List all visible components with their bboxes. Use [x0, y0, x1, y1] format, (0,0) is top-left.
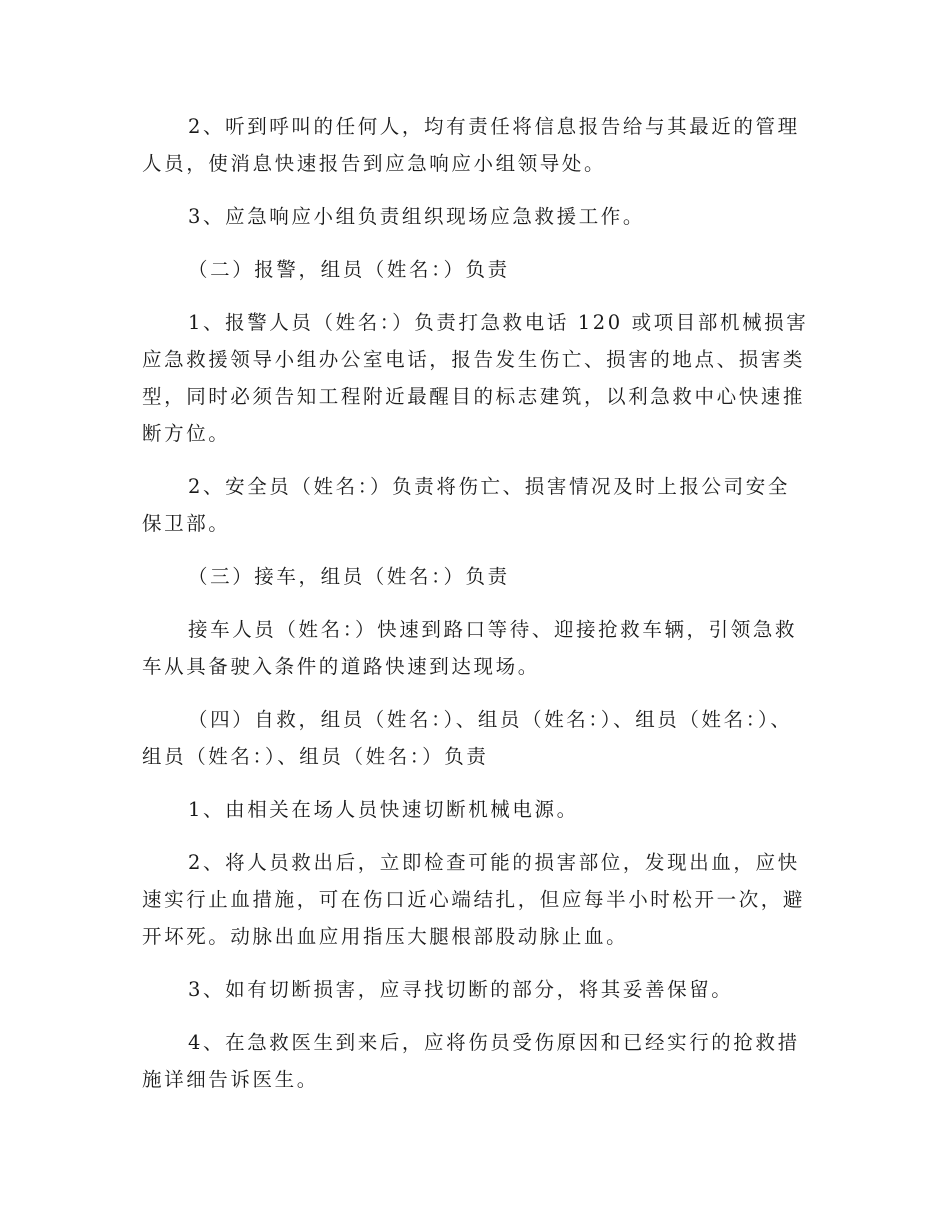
paragraph-rescue-organize: 3、应急响应小组负责组织现场应急救援工作。: [188, 205, 646, 228]
paragraph-safety-officer: 2、安全员（姓名：）负责将伤亡、损害情况及时上报公司安全保卫部。: [142, 475, 790, 535]
paragraph-cut-power: 1、由相关在场人员快速切断机械电源。: [188, 798, 579, 821]
paragraph-pickup-staff: 接车人员（姓名：）快速到路口等待、迎接抢救车辆，引领急救车从具备驶入条件的道路快速到达现场。: [142, 618, 798, 678]
section-heading-alarm: （二）报警，组员（姓名：）负责: [188, 258, 510, 281]
document-body: [142, 108, 810, 1114]
paragraph-severed-part: 3、如有切断损害，应寻找切断的部分，将其妥善保留。: [188, 978, 734, 1001]
paragraph-alarm-staff: 1、报警人员（姓名：）负责打急救电话 120 或项目部机械损害应急救援领导小组办公室电话，报告发生伤亡、损害的地点、损害类型，同时必须告知工程附近最醒目的标志建筑，以利急救中心快速推断方位。: [142, 311, 809, 445]
paragraph-inform-doctor: 4、在急救医生到来后，应将伤员受伤原因和已经实行的抢救措施详细告诉医生。: [142, 1031, 800, 1091]
paragraph-report-call: 2、听到呼叫的任何人，均有责任将信息报告给与其最近的管理人员，使消息快速报告到应急响应小组领导处。: [142, 115, 800, 175]
section-heading-pickup: （三）接车，组员（姓名：）负责: [188, 565, 510, 588]
paragraph-stop-bleeding: 2、将人员救出后，立即检查可能的损害部位，发现出血，应快速实行止血措施，可在伤口近心端结扎，但应每半小时松开一次，避开坏死。动脉出血应用指压大腿根部股动脉止血。: [142, 851, 806, 948]
section-heading-self-rescue: （四）自救，组员（姓名：）、组员（姓名：）、组员（姓名：）、组员（姓名：）、组员（姓名：）负责: [142, 708, 793, 768]
